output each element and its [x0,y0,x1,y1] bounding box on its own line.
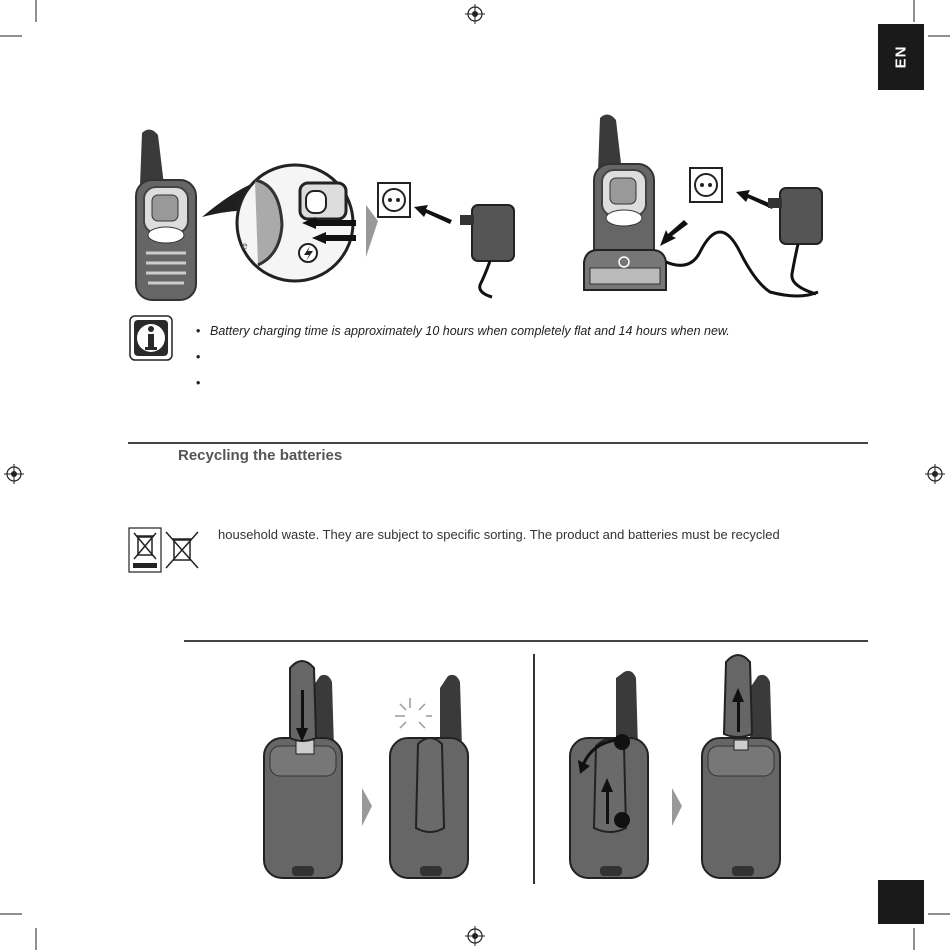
language-tab [878,24,924,90]
page-number-tab [878,880,924,924]
charging-dock-figure [580,112,840,302]
section-heading: Recycling the batteries [178,447,343,464]
info-note-item: • [196,350,201,364]
crossed-bin-icon [128,527,162,573]
info-notes-list [196,318,876,396]
charging-adapter-figure [130,125,530,305]
info-icon [129,315,173,361]
belt-clip-figure [260,648,800,888]
section-divider [128,442,868,444]
belt-clip-step-attach [264,661,342,878]
belt-clip-step-removed [702,655,780,878]
info-note-item: • Battery charging time is approximately 10 hours when completely flat and 14 hours when new. [196,324,730,338]
language-tab-label: EN [892,45,910,69]
recycling-text: household waste. They are subject to specific sorting. The product and batteries must be recycled [218,527,780,542]
section-divider-2 [184,640,868,642]
walkie-talkie-radio [136,129,196,300]
callout-label-fragment: e [242,241,248,252]
charging-dock [584,250,666,290]
belt-clip-step-remove [570,671,648,878]
crossed-bin-icon [164,530,200,574]
belt-clip-step-clicked [390,675,468,878]
info-note-item: • [196,376,201,390]
